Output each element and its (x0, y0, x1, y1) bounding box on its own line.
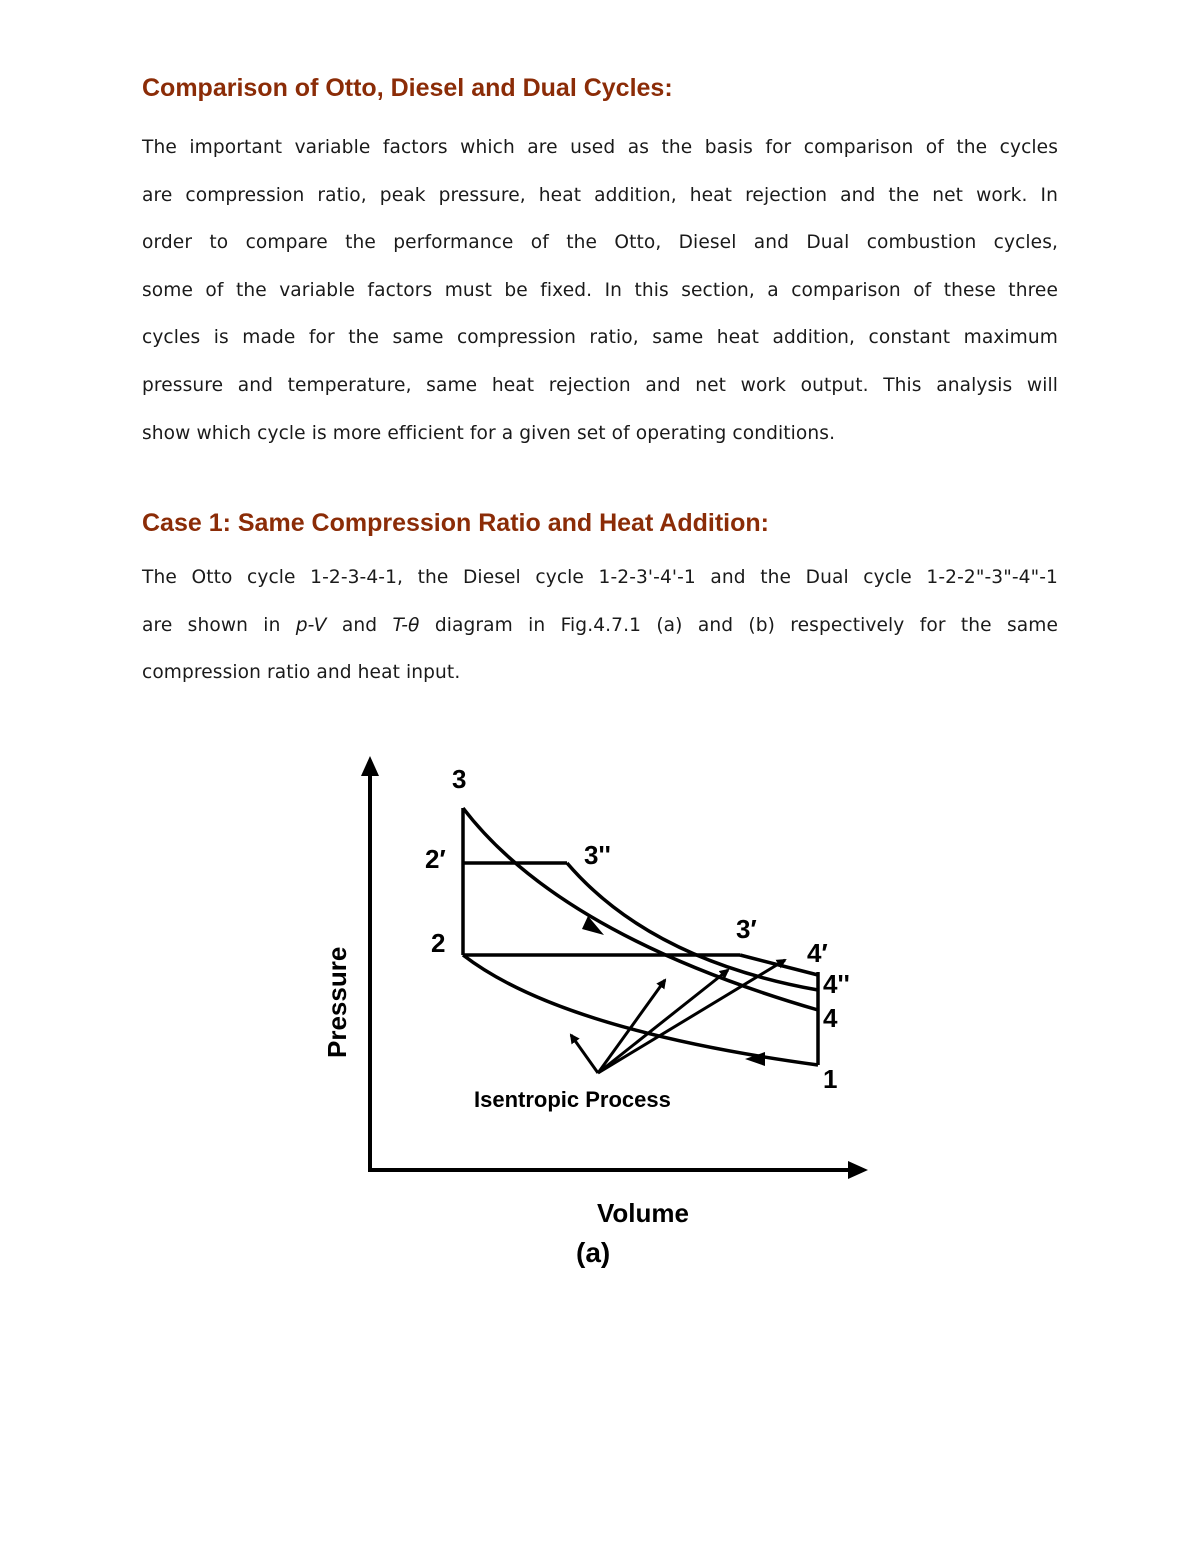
intro-line: are compression ratio, peak pressure, heat addition, heat rejection and the net work. In (142, 184, 1058, 206)
y-axis-label: Pressure (322, 946, 352, 1058)
case-line-text: and (326, 614, 393, 636)
intro-paragraph (142, 124, 1058, 457)
case-paragraph (142, 554, 1058, 697)
section-title: Comparison of Otto, Diesel and Dual Cycles: (142, 74, 673, 102)
annotation-arrow (598, 970, 728, 1073)
point-label-4prime: 4′ (807, 938, 828, 968)
case-line: The Otto cycle 1-2-3-4-1, the Diesel cycle 1-2-3'-4'-1 and the Dual cycle 1-2-2"-3"-4"-1 (142, 567, 1058, 588)
case-line-text: are shown in (142, 614, 296, 636)
intro-line: pressure and temperature, same heat rejection and net work output. This analysis will (142, 374, 1058, 396)
pv-diagram (300, 740, 900, 1280)
annotation-isentropic-process: Isentropic Process (474, 1087, 671, 1112)
point-label-3prime: 3′ (736, 914, 757, 944)
annotation-arrow (571, 1035, 598, 1073)
case-title: Case 1: Same Compression Ratio and Heat Addition: (142, 509, 769, 537)
case-line-text: diagram in Fig.4.7.1 (a) and (b) respectively for the same (419, 614, 1059, 636)
case-line: compression ratio and heat input. (142, 662, 461, 684)
point-label-1: 1 (823, 1064, 838, 1094)
case-line (142, 602, 1058, 650)
point-label-4dprime: 4'' (823, 969, 850, 999)
intro-line: cycles is made for the same compression ratio, same heat addition, constant maximum (142, 327, 1058, 349)
pv-term: p-V (295, 614, 327, 636)
t-theta-term: T-θ (392, 614, 420, 636)
intro-line: order to compare the performance of the Otto, Diesel and Dual combustion cycles, (142, 232, 1058, 254)
intro-line: show which cycle is more efficient for a given set of operating conditions. (142, 422, 836, 444)
intro-line: The important variable factors which are used as the basis for comparison of the cycles (142, 137, 1058, 158)
x-axis-label: Volume (597, 1198, 689, 1228)
point-label-3: 3 (452, 764, 467, 794)
y-axis-arrow-icon (361, 756, 379, 776)
expansion-curve-3pp-4pp (567, 863, 818, 990)
point-label-3dprime: 3'' (584, 840, 611, 870)
point-label-2: 2 (431, 928, 446, 958)
point-label-4: 4 (823, 1003, 838, 1033)
figure-caption: (a) (576, 1237, 611, 1268)
cycle-lines (463, 808, 818, 1065)
x-axis-arrow-icon (848, 1161, 868, 1179)
point-label-2prime: 2′ (425, 844, 446, 874)
pv-diagram-figure (300, 740, 900, 1280)
intro-line: some of the variable factors must be fixed. In this section, a comparison of these three (142, 279, 1058, 301)
